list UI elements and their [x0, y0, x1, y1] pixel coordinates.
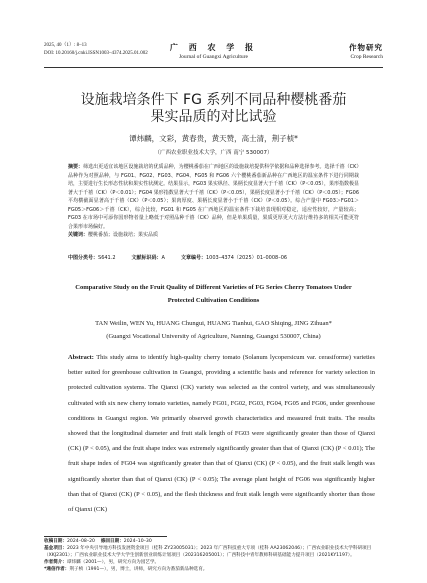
section-label-en: Crop Research	[350, 54, 383, 60]
doi: DOI: 10.20160/j.cnki.ISSN1003–4374.2025.01.002	[44, 51, 148, 56]
doc-code-label: 文献标识码：	[131, 255, 162, 261]
journal-name-en: Journal of Guangxi Agriculture	[179, 54, 248, 60]
fund-label: 基金项目：	[44, 546, 67, 551]
doc-code	[132, 254, 165, 261]
section-label	[349, 42, 383, 61]
keywords-text: 樱桃番茄；设施栽培；果实品质	[88, 232, 159, 238]
journal-header	[44, 42, 383, 66]
abstract-cn	[68, 163, 359, 240]
authors-cn: 谭炜麟，文彩，黄春贵，黄天赞，高士清，荆子桢*	[129, 134, 298, 143]
doc-code-value: A	[161, 255, 165, 261]
clc	[68, 254, 116, 261]
abstract-en-text: This study aims to identify high-quality cherry tomato (Solanum lycopersicum var. cerasiforme) varieties better suited for greenhouse cultivation in Guangxi, providing a scientific basis and reference for variety selection in protected cultivation systems. The Qianxi (CK) variety was selected as the control variety, and was simultaneously cultivated with six new cherry tomato varieties, namely FG01, FG02, FG03, FG04, FG05 and FG06, under greenhouse conditions in Guangxi region. We primarily observed growth characteristics and measured fruit traits. The results showed that the longitudinal diameter and fruit stalk length of FG03 were significantly greater than those of Qianxi (CK) (P < 0.05), and the fruit shape index was extremely significantly greater than that of Qianxi (CK) (P < 0.01); The fruit shape index of FG04 was significantly greater than that of Qianxi (CK) (P < 0.05), and the fruit stalk length was significantly shorter than that of Qianxi (CK) (P < 0.05); The average plant height of FG06 was significantly higher than that of Qianxi (CK) (P < 0.05), and the flesh thickness and fruit stalk length were significantly shorter than those of Qianxi (CK)	[68, 354, 375, 514]
header-rule	[44, 67, 383, 68]
revised-date: 2024–10–30	[123, 539, 152, 544]
fund-line	[44, 545, 383, 559]
authors-en: TAN Weilin, WEN Yu, HUANG Chungui, HUANG Tianhui, GAO Shiqing, JING Zihuan*	[95, 320, 332, 327]
abstract-cn-paragraph	[68, 163, 359, 231]
title-en-line1: Comparative Study on the Fruit Quality of Different Varieties of FG Series Cherry Tomatoes Under	[75, 284, 352, 291]
journal-name-cn: 广 西 农 学 报	[169, 42, 258, 52]
received-label: 收稿日期：	[44, 539, 67, 544]
author-bio-label: 作者简介：	[44, 560, 67, 565]
received-date: 2024–08–20	[66, 539, 95, 544]
corresponding-text: 荆子桢（1991—），男，博士，讲师，研究方向为番茄新品种选育。	[69, 567, 208, 572]
article-no-value: 1003–4374（2025）01–0008–06	[205, 255, 288, 261]
author-bio-line	[44, 559, 383, 566]
classification-info	[68, 254, 367, 261]
title-en-line2: Protected Cultivation Conditions	[167, 297, 260, 304]
dates-line	[44, 538, 383, 545]
footnotes	[44, 538, 383, 573]
revised-label: 修回日期：	[100, 539, 124, 544]
fund-text: 2023 年中央引导地方科技发展资金项目（桂科 ZY23005031）；2023 年广西科技重大专项（桂科 AA23062046）；广西农业职业技术大学科研项目（XKJ2301）；广西农业职业技术大学大学生创新创业训练计划项目（202316205001）；广西科技中青年教师科研基础能力提升项目（2021KY1197）。	[44, 546, 372, 558]
volume-issue: 2025, 40（1）: 8–13	[44, 43, 87, 48]
affiliation-en: (Guangxi Vocational University of Agriculture, Nanning, Guangxi 530007, China)	[106, 333, 321, 340]
article-title-en	[44, 281, 383, 307]
clc-value: S641.2	[98, 255, 116, 261]
author-bio-text: 谭炜麟（2001—），男，研究方向为园艺学。	[66, 560, 160, 565]
corresponding-line	[44, 566, 383, 573]
title-cn-line1: 设施栽培条件下 FG 系列不同品种樱桃番茄	[80, 92, 347, 108]
article-number	[181, 254, 287, 261]
corresponding-label: *通信作者：	[44, 567, 70, 572]
clc-label: 中图分类号：	[68, 255, 99, 261]
section-label-cn: 作物研究	[349, 43, 383, 52]
abstract-cn-text: 筛选出更适宜该地区设施栽培的优质品种，为樱桃番茄在广西地区的设施栽培提供科学依据和品种选择参考。选择千禧（CK）品种作为对照品种，与 FG01、FG02、FG03、FG04、FG05 和 FG06 六个樱桃番茄新品种在广西地区的温室条件下进行同期栽培，主要进行生长形态性状和果实性状测定。结果显示，FG03 果实纵径、果柄长度显著大于千禧（CK）（P＜0.05），果形指数极显著大于千禧（CK）（P＜0.01）；FG04 果形指数显著大于千禧（CK）（P＜0.05），果柄长度显著小于千禧（CK）（P＜0.05）；FG06 平均横截面显著高于千禧（CK）（P＜0.05）；果肉厚度、果柄长度显著小于千禧（CK）（P＜0.05）。综合产量中 FG03＞FG01＞FG05＞FG06＞千禧（CK），综合比较，FG01 和 FG05 在广西地区的温室条件下栽培表现相对稳定，适应性较好，产量较高；FG03 在市场中可添你国形物者量上略低于对照品种千禧（CK）品种，但是单果质量，果质更厚更大方法行维持多的相关可能更符合果形市场偏好。	[68, 164, 359, 230]
abstract-en-label: Abstract:	[68, 354, 94, 361]
footnote-rule	[44, 536, 167, 537]
article-no-label: 文章编号：	[180, 255, 206, 261]
keywords-label: 关键词：	[68, 232, 89, 238]
journal-name	[44, 42, 383, 61]
abstract-en	[68, 350, 375, 517]
keywords-cn	[68, 231, 359, 240]
title-cn-line2: 果实品质的对比试验	[150, 109, 277, 125]
affiliation-cn: （广西农业职业技术大学，广西 南宁 530007）	[154, 150, 273, 156]
abstract-cn-label: 摘要：	[68, 164, 84, 170]
article-title-cn	[30, 92, 397, 126]
